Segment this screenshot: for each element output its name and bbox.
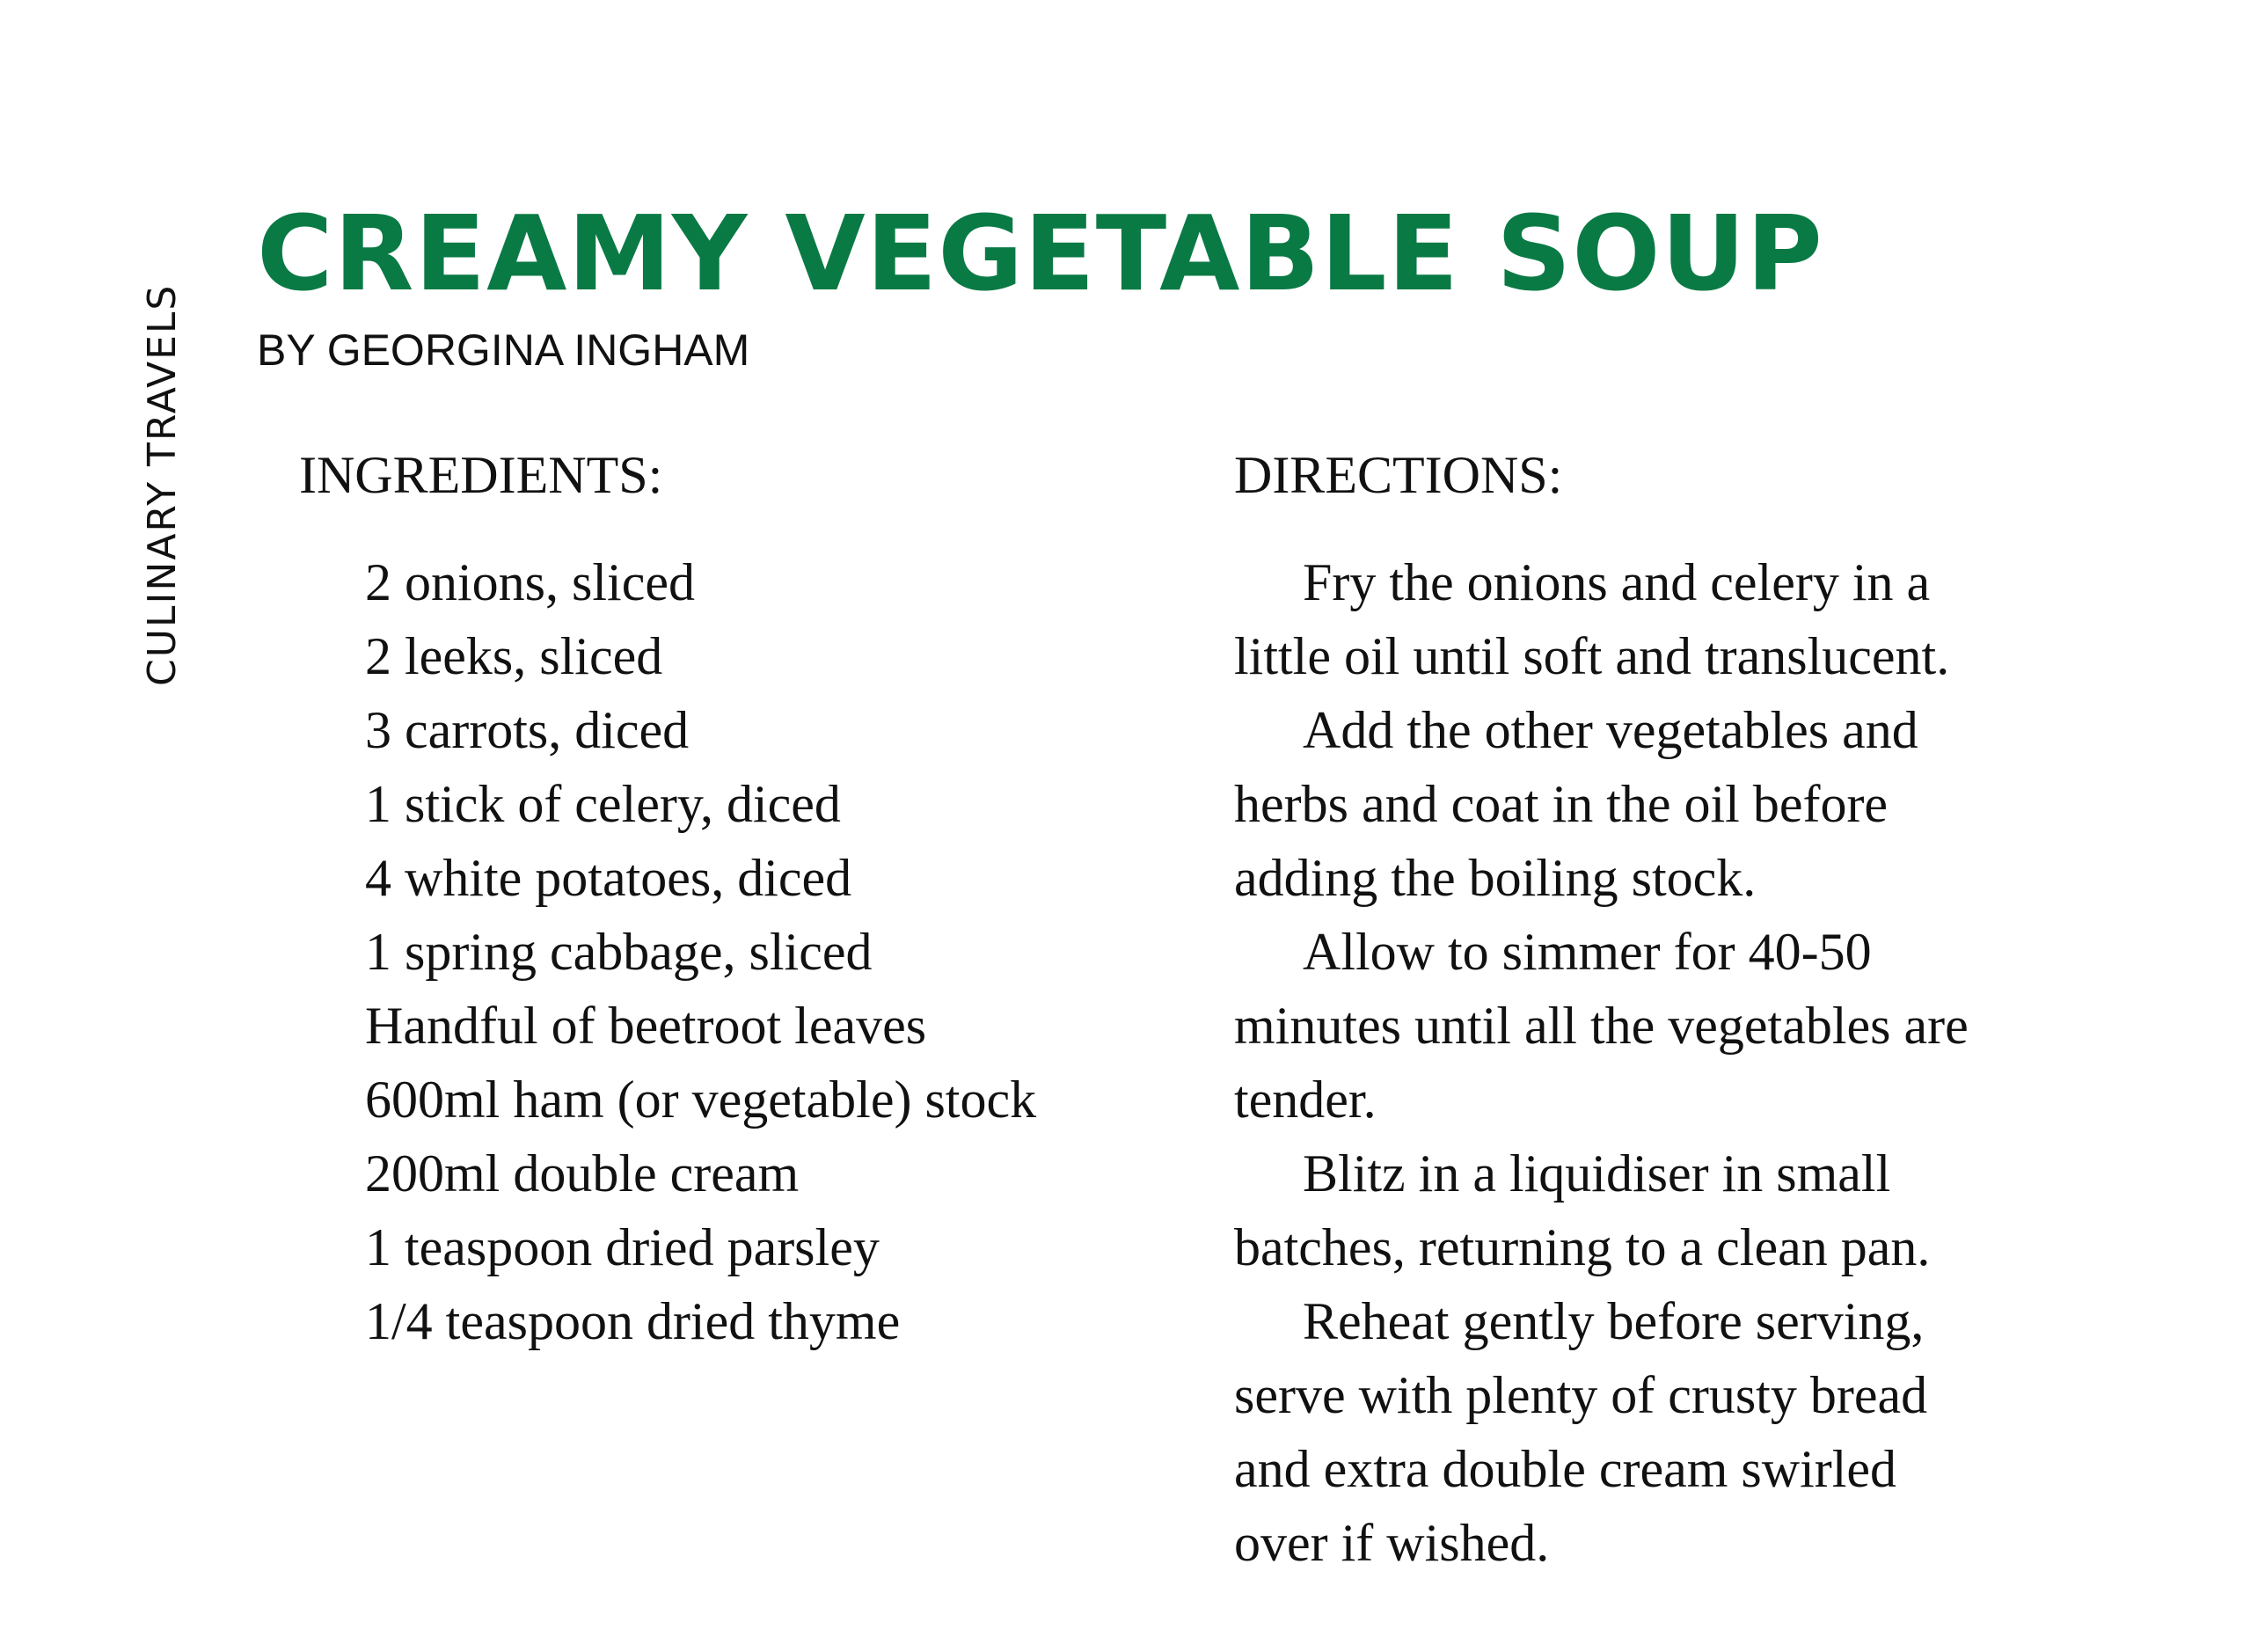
- direction-line: Add the other vegetables and: [1303, 701, 1918, 759]
- recipe-title: CREAMY VEGETABLE SOUP: [257, 193, 1823, 314]
- side-label: CULINARY TRAVELS: [140, 283, 185, 686]
- ingredient-item: 1 teaspoon dried parsley: [365, 1218, 880, 1276]
- direction-line: over if wished.: [1234, 1514, 1550, 1572]
- ingredients-heading: INGREDIENTS:: [299, 446, 663, 504]
- ingredient-item: 200ml double cream: [365, 1144, 800, 1202]
- direction-line: adding the boiling stock.: [1234, 849, 1757, 907]
- ingredient-item: 2 leeks, sliced: [365, 627, 663, 685]
- direction-line: Blitz in a liquidiser in small: [1303, 1144, 1891, 1202]
- direction-step: [1234, 915, 2114, 1137]
- direction-line: herbs and coat in the oil before: [1234, 775, 1889, 833]
- direction-line: serve with plenty of crusty bread: [1234, 1366, 1928, 1424]
- ingredient-item: 1 spring cabbage, sliced: [365, 923, 873, 981]
- byline: BY GEORGINA INGHAM: [257, 325, 750, 375]
- direction-line: batches, returning to a clean pan.: [1234, 1218, 1931, 1276]
- direction-step: [1234, 693, 2114, 915]
- ingredient-item: Handful of beetroot leaves: [365, 997, 927, 1055]
- ingredient-item: 3 carrots, diced: [365, 701, 690, 759]
- direction-line: Fry the onions and celery in a: [1303, 553, 1931, 611]
- ingredient-item: 4 white potatoes, diced: [365, 849, 852, 907]
- ingredient-item: 1/4 teaspoon dried thyme: [365, 1292, 901, 1350]
- directions-text: [1234, 545, 2114, 1580]
- direction-line: little oil until soft and translucent.: [1234, 627, 1950, 685]
- ingredient-item: 2 onions, sliced: [365, 553, 695, 611]
- direction-line: tender.: [1234, 1071, 1377, 1129]
- direction-step: [1234, 1284, 2114, 1580]
- directions-heading: DIRECTIONS:: [1234, 446, 1563, 504]
- direction-line: Allow to simmer for 40-50: [1303, 923, 1872, 981]
- direction-line: minutes until all the vegetables are: [1234, 997, 1969, 1055]
- ingredient-item: 1 stick of celery, diced: [365, 775, 841, 833]
- ingredients-list: [365, 545, 1036, 1358]
- direction-step: [1234, 1137, 2114, 1284]
- direction-line: Reheat gently before serving,: [1303, 1292, 1925, 1350]
- direction-line: and extra double cream swirled: [1234, 1440, 1897, 1498]
- direction-step: [1234, 545, 2114, 693]
- ingredient-item: 600ml ham (or vegetable) stock: [365, 1071, 1037, 1129]
